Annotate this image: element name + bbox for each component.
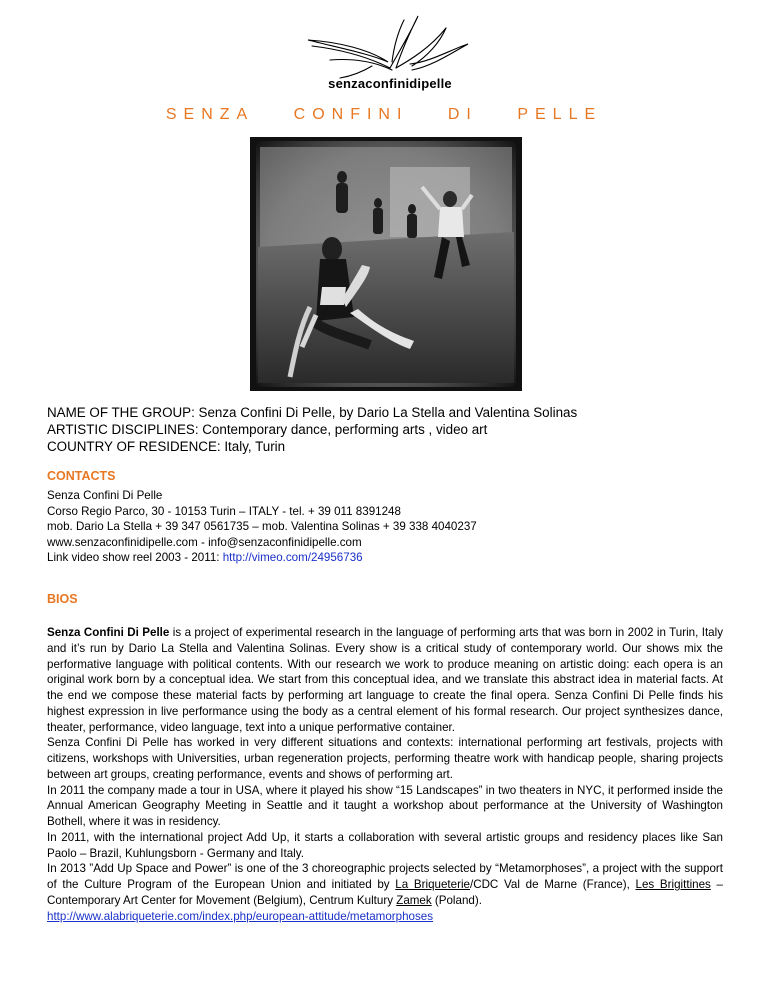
contact-line: Senza Confini Di Pelle — [47, 489, 163, 502]
title-word: SENZA — [165, 106, 255, 123]
bios-text-run: In 2013 ”Add Up Space and Power” is one of the 3 choreographic projects selected by “Metamorphoses”, a project with the support of the Culture Program of the European Union and initiated by — [47, 862, 723, 891]
group-name-bold: Senza Confini Di Pelle — [47, 626, 170, 639]
contact-line: mob. Dario La Stella + 39 347 0561735 – mob. Valentina Solinas + 39 338 4040237 — [47, 520, 477, 534]
brigittines-link[interactable]: Les Brigittines — [635, 878, 711, 891]
group-info — [47, 404, 577, 455]
metamorphoses-link[interactable]: http://www.alabriqueterie.com/index.php/european-attitude/metamorphoses — [47, 909, 434, 923]
bios-text-run: /CDC Val de Marne (France), — [469, 878, 636, 891]
bios-heading: BIOS — [47, 592, 78, 606]
bios-paragraph: Senza Confini Di Pelle has worked in very different situations and contexts: international performing art festivals, projects with citizens, workshops with Universities, urban regeneration projects, performing theatre work with handicap people, sharing projects between art groups, creating performance, events and shows of performing art. — [47, 736, 723, 781]
contacts-heading: CONTACTS — [47, 469, 116, 483]
video-label: Link video show reel 2003 - 2011: — [47, 551, 223, 565]
bios-paragraph: In 2011 the company made a tour in USA, where it played his show “15 Landscapes” in two theaters in NYC, it performed inside the Annual American Geography Meeting in Seattle and it taught a workshop about performance at the University of Washington Bothell, where it was in residency. — [47, 783, 723, 828]
dance-photo — [250, 137, 522, 391]
video-line — [47, 550, 477, 566]
briqueterie-link[interactable]: La Briqueterie — [395, 878, 470, 891]
artistic-disciplines: ARTISTIC DISCIPLINES: Contemporary dance, performing arts , video art — [47, 422, 488, 437]
video-link[interactable]: http://vimeo.com/24956736 — [222, 551, 363, 565]
group-name: NAME OF THE GROUP: Senza Confini Di Pelle, by Dario La Stella and Valentina Solinas — [47, 405, 578, 420]
contact-line: Corso Regio Parco, 30 - 10153 Turin – ITALY - tel. + 39 011 8391248 — [47, 504, 401, 518]
bios-text-run: is a project of experimental research in the language of performing arts that was born in 2002 in Turin, Italy and it’s run by Dario La Stella and Valentina Solinas. Every show is a critical study of contemporary world. Our shows mix the performative language with political contents. With our research we work to produce meaning on artistic doing: each opera is an original work born by a conceptual idea. We start from this conceptual idea, and we translate this abstract idea in material facts. At the end we compose these material facts by performing art language to create the final opera. Senza Confini Di Pelle finds his highest expression in live performance using the body as a central element of his formal research. Our project synthesizes dance, theater, performance, video language, text into a unique performative container. — [47, 626, 723, 734]
country-of-residence: COUNTRY OF RESIDENCE: Italy, Turin — [47, 439, 286, 454]
bios-text-run: – Contemporary Art Center for Movement (Belgium), Centrum Kultury — [47, 878, 723, 907]
title-word: PELLE — [517, 106, 603, 123]
contact-line: www.senzaconfinidipelle.com - info@senzaconfinidipelle.com — [47, 535, 362, 549]
bios-text — [47, 625, 723, 924]
title-word: CONFINI — [293, 106, 409, 123]
bios-text-run: (Poland). — [431, 893, 482, 907]
zamek-link[interactable]: Zamek — [396, 893, 432, 907]
metamorphoses-link-line — [47, 909, 723, 925]
contacts-block — [47, 488, 477, 566]
bios-paragraph — [47, 861, 723, 908]
logo-wordmark: senzaconfinidipelle — [328, 76, 452, 91]
title-word: DI — [447, 106, 478, 123]
bios-paragraph — [47, 625, 723, 735]
bios-paragraph: In 2011, with the international project Add Up, it starts a collaboration with several artistic groups and residency places like San Paolo – Brazil, Kuhlungsborn - Germany and Italy. — [47, 830, 723, 860]
page-title — [0, 106, 768, 124]
